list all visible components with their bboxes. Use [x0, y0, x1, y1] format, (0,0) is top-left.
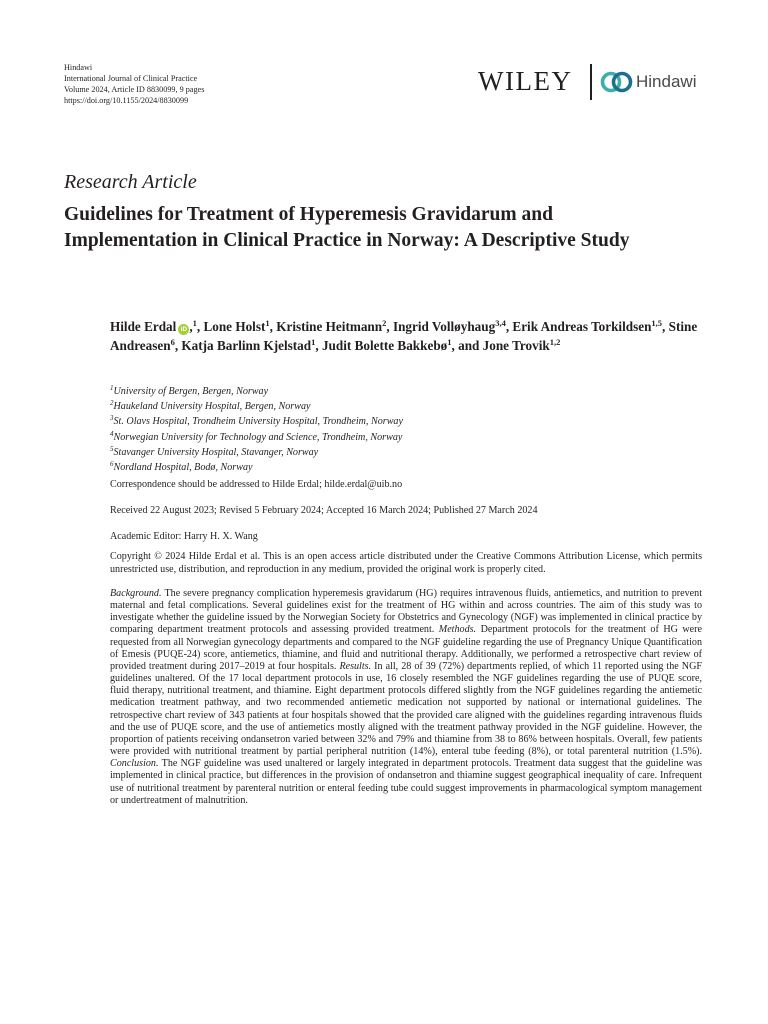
orcid-icon[interactable]: iD — [178, 324, 189, 335]
author-separator: , — [386, 319, 393, 334]
author-affiliation-marker: 1 — [311, 336, 316, 347]
affiliation-number: 5 — [110, 444, 114, 453]
author-separator: , — [189, 319, 193, 334]
abstract-methods-label: Methods. — [438, 624, 481, 636]
author-name: Hilde Erdal — [110, 319, 177, 334]
article-title: Guidelines for Treatment of Hyperemesis Gravidarum and Implementation in Clinical Practice in Norway: A Descriptive Study — [64, 204, 630, 251]
volume-info: Volume 2024, Article ID 8830099, 9 pages — [64, 85, 205, 94]
affiliation-item — [110, 399, 710, 414]
affiliation-list — [110, 384, 710, 475]
abstract-background-label: Background. — [110, 588, 165, 599]
affiliation-number: 3 — [110, 414, 114, 423]
author-affiliation-marker: 3,4 — [495, 318, 506, 328]
abstract-conclusion: The NGF guideline was used unaltered or largely integrated in department protocols. Treatment data suggest that the guideline was implemented in clinical practice, but differences in the provision of ondansetron and thiamine suggest geographical inequality of care. Infrequent use of nutritional treatment by parenteral nutrition or enteral feeding tube could suggest improvements in pharmacological symptom management or undertreatment of malnutrition. — [110, 758, 703, 806]
author-separator: , — [196, 319, 204, 334]
affiliation-item — [110, 414, 710, 429]
copyright-notice: Copyright © 2024 Hilde Erdal et al. This is an open access article distributed under the Creative Commons Attribution License, which permits unrestricted use, distribution, and reproduction in any medium, provided the original work is properly cited. — [110, 551, 702, 575]
doi-link[interactable]: https://doi.org/10.1155/2024/8830099 — [64, 96, 189, 105]
author-separator: , — [174, 337, 182, 353]
author-separator: , — [662, 319, 669, 334]
author-name: Kristine Heitmann — [276, 319, 383, 334]
publication-dates: Received 22 August 2023; Revised 5 February 2024; Accepted 16 March 2024; Published 27 March 2024 — [110, 505, 538, 516]
abstract-results-label: Results. — [339, 660, 375, 672]
hindawi-logo-text: Hindawi — [636, 72, 697, 91]
academic-editor: Academic Editor: Harry H. X. Wang — [110, 531, 258, 542]
author-separator: , — [269, 319, 277, 334]
author-separator: , and — [451, 337, 483, 353]
affiliation-item — [110, 430, 710, 445]
publisher-name: Hindawi — [64, 63, 93, 72]
wiley-logo: WILEY — [478, 66, 573, 96]
author-name: Erik Andreas Torkildsen — [512, 319, 652, 334]
abstract-background: The severe pregnancy complication hyperemesis gravidarum (HG) requires intravenous fluids, antiemetics, and nutrition to prevent maternal and fetal complications. Several guidelines exist for the treatment of HG within and across countries. The aim of this study was to investigate whether the guideline issued by the Norwegian Society for Obstetrics and Gynecology (NGF) was implemented in clinical practice by comparing department treatment protocols and assessing provided treatment. — [110, 588, 702, 636]
author-affiliation-marker: 1 — [265, 318, 270, 328]
logo-divider — [590, 64, 592, 100]
author-affiliation-marker: 6 — [170, 336, 175, 347]
abstract — [110, 588, 702, 807]
affiliation-number: 4 — [110, 429, 114, 438]
author-affiliation-marker: 1 — [447, 336, 452, 347]
author-affiliation-marker: 1 — [192, 318, 197, 328]
affiliation-text: Norwegian University for Technology and Science, Trondheim, Norway — [113, 431, 403, 443]
author-name: Judit Bolette Bakkebø — [321, 337, 448, 353]
affiliation-number: 2 — [110, 399, 114, 408]
correspondence: Correspondence should be addressed to Hilde Erdal; hilde.erdal@uib.no — [110, 479, 403, 490]
author-affiliation-marker: 1,2 — [549, 336, 561, 347]
author-name: Lone Holst — [203, 319, 266, 334]
affiliation-number: 1 — [110, 384, 114, 392]
author-separator: , — [505, 319, 513, 334]
affiliation-item — [110, 384, 710, 399]
author-name: Ingrid Volløyhaug — [392, 319, 496, 334]
author-list — [110, 318, 710, 355]
affiliation-text: St. Olavs Hospital, Trondheim University Hospital, Trondheim, Norway — [113, 416, 403, 428]
article-type: Research Article — [64, 171, 197, 193]
author-affiliation-marker: 1,5 — [651, 318, 663, 328]
affiliation-item — [110, 460, 710, 475]
abstract-results: In all, 28 of 39 (72%) departments replied, of which 11 reported using the NGF guidelines unaltered. Of the 17 local department protocols in use, 16 closely resembled the NGF guidelines regarding the use of PUQE score, fluid therapy, nutritional treatment, and thiamine. Eight department protocols differed slightly from the NGF guidelines regarding the antiemetic medication treatment pathway, and two recommended antiemetic medication not supported by national or international guidelines. The retrospective chart review of 343 patients at four hospitals showed that the provided care aligned with the guidelines regarding intravenous fluids and the use of PUQE score, and the use of antiemetics mostly aligned with the treatment pathway provided in the NGF guideline. However, the proportion of patients receiving ondansetron varied between 32% and 79% and thiamine from 38 to 86% between hospitals. Overall, few patients were provided with nutritional treatment by partial peripheral nutrition (14%), enteral tube feeding (8%), or total parenteral nutrition (1.5%). — [110, 660, 702, 758]
abstract-conclusion-label: Conclusion. — [110, 758, 162, 770]
hindawi-logo-icon — [600, 70, 634, 94]
author-name: Stine Andreasen — [110, 319, 698, 353]
affiliation-text: University of Bergen, Bergen, Norway — [113, 386, 269, 397]
abstract-methods: Department protocols for the treatment of HG were requested from all Norwegian gynecology departments and compared to the NGF guideline regarding the use of Pregnancy Unique Quantification of Emesis (PUQE-24) score, antiemetics, thiamine, and fluid and nutritional therapy. Additionally, we performed a retrospective chart review of provided treatment during 2017–2019 at four hospitals. — [110, 624, 703, 672]
affiliation-text: Haukeland University Hospital, Bergen, Norway — [113, 401, 311, 413]
author-affiliation-marker: 2 — [382, 318, 387, 328]
author-name: Katja Barlinn Kjelstad — [181, 337, 312, 353]
publisher-logos — [478, 62, 712, 102]
affiliation-text: Nordland Hospital, Bodø, Norway — [113, 462, 253, 474]
author-separator: , — [315, 337, 322, 353]
affiliation-item — [110, 445, 710, 460]
affiliation-number: 6 — [110, 460, 114, 469]
journal-header-meta — [64, 62, 204, 106]
author-name: Jone Trovik — [482, 337, 550, 353]
journal-name: International Journal of Clinical Practice — [64, 74, 198, 83]
affiliation-text: Stavanger University Hospital, Stavanger, Norway — [113, 446, 319, 458]
